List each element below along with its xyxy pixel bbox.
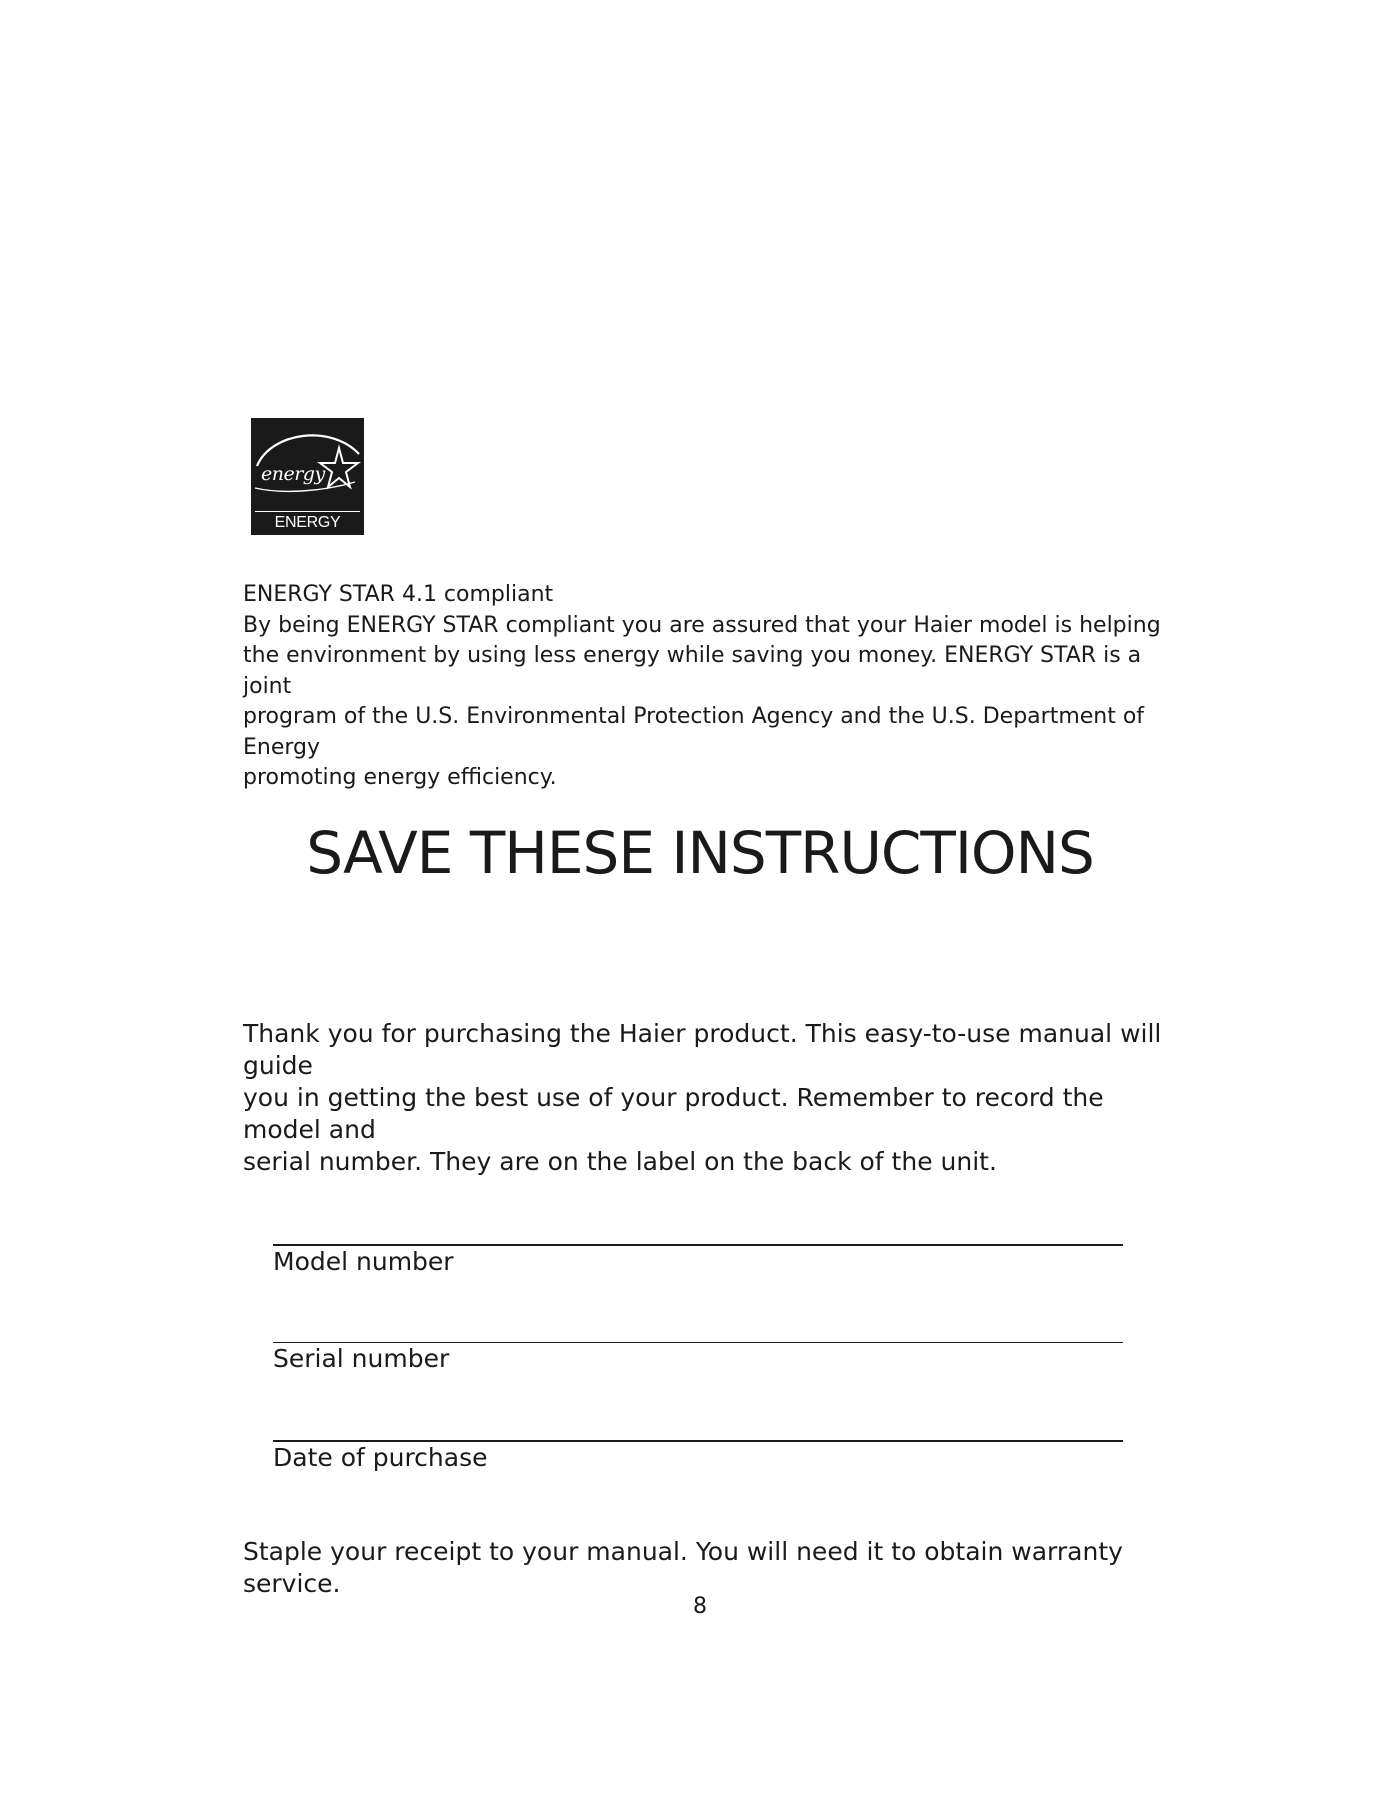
energy-star-text-line: promoting energy efficiency. <box>243 765 557 790</box>
energy-star-section <box>243 580 1183 794</box>
energy-star-text-line: By being ENERGY STAR compliant you are assured that your Haier model is helping <box>243 612 1161 638</box>
date-of-purchase-field <box>273 1440 1123 1473</box>
staple-receipt-note: Staple your receipt to your manual. You will need it to obtain warranty service. <box>243 1537 1123 1598</box>
svg-text:energy: energy <box>261 463 325 485</box>
energy-star-title: ENERGY STAR 4.1 compliant <box>243 582 554 607</box>
intro-line: serial number. They are on the label on the back of the unit. <box>243 1147 997 1176</box>
page-number: 8 <box>693 1594 707 1619</box>
serial-number-line <box>273 1342 1123 1343</box>
model-number-line <box>273 1244 1123 1246</box>
serial-number-label: Serial number <box>273 1344 450 1373</box>
page-heading: SAVE THESE INSTRUCTIONS <box>306 819 1094 887</box>
intro-line: Thank you for purchasing the Haier product. This easy-to-use manual will guide <box>243 1019 1162 1080</box>
date-of-purchase-line <box>273 1440 1123 1442</box>
model-number-field <box>273 1244 1123 1277</box>
energy-star-icon <box>251 418 364 510</box>
serial-number-field <box>273 1342 1123 1374</box>
energy-star-label: ENERGY STAR <box>255 511 360 533</box>
date-of-purchase-label: Date of purchase <box>273 1443 488 1472</box>
energy-star-logo <box>251 418 364 552</box>
energy-star-text-line: program of the U.S. Environmental Protection Agency and the U.S. Department of Energy <box>243 704 1145 760</box>
intro-paragraph <box>243 1018 1163 1178</box>
energy-star-text-line: the environment by using less energy while saving you money. ENERGY STAR is a joint <box>243 643 1142 699</box>
model-number-label: Model number <box>273 1247 454 1276</box>
intro-line: you in getting the best use of your product. Remember to record the model and <box>243 1083 1104 1144</box>
